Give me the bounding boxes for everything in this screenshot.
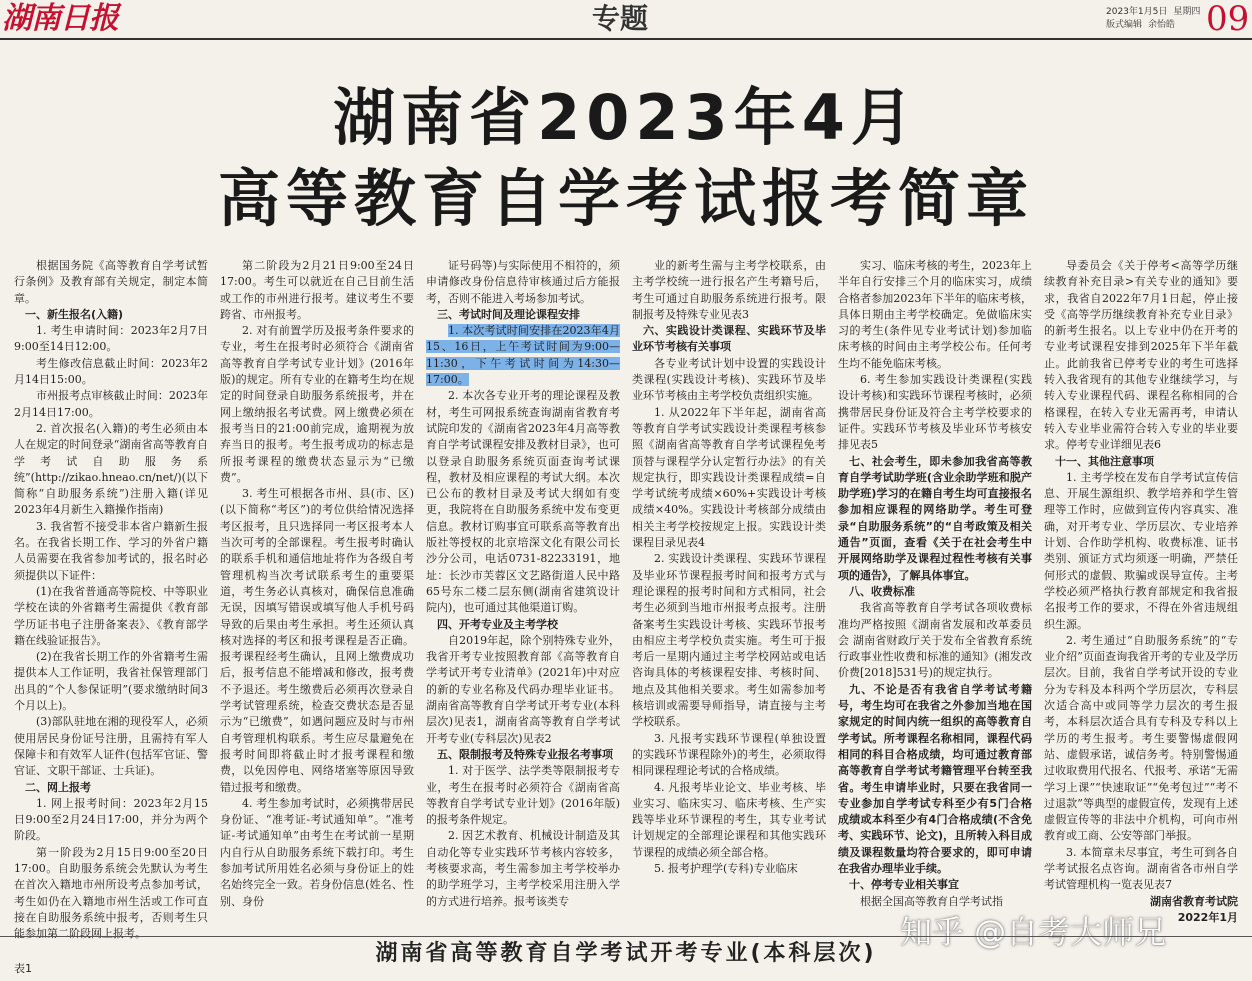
paragraph: 3. 凡报考实践环节课程(单独设置的实践环节课程除外)的考生，必须取得相同课程理论考试的合格成绩。 (632, 731, 826, 778)
paragraph: 市州报考点审核截止时间：2023年2月14日17:00。 (14, 389, 208, 419)
section-title: 专题 (592, 2, 649, 35)
text-column-3 (426, 258, 620, 932)
paragraph: (1)在我省普通高等院校、中等职业学校在读的外省籍考生需提供《教育部学历证书电子注册备案表》、《教育部学籍在线验证报告》。 (14, 584, 208, 647)
paragraph: 5. 报考护理学(专科)专业临床 (654, 861, 798, 875)
editor-name: 余怡皓 (1148, 20, 1176, 30)
issue-weekday: 星期四 (1173, 7, 1201, 17)
text-column-1 (14, 258, 208, 941)
paragraph: 第一阶段为2月15日9:00至20日17:00。自助服务系统会先默认为考生在首次入籍地市州所设考点参加考试，考生如仍在入籍地市州生活或工作可直接在自助服务系统中报考，否则考生只能参加第二阶段网上报考。 (14, 845, 208, 941)
highlighted-paragraph (426, 323, 620, 388)
paragraph: 2. 本次各专业开考的理论课程及教材，考生可网报系统查询湖南省教育考试院印发的《湖南省2023年4月高等教育自学考试课程安排及教材目录》，也可以登录自助服务系统页面查询考试课程，教材及相应课程的考试大纲。本次已公布的教材目录及考试大纲如有变更，我院将在自助服务系统中发布变更信息。教材订购事宜可联系高等教育出版社等授权的北京培深文化有限公司长沙分公司，电话0731-82233191，地址：长沙市芙蓉区文艺路街道人民中路65号东二楼二层东侧(湖南省建筑设计院内)，也可通过其他渠道订购。 (426, 389, 620, 615)
section-heading: 三、考试时间及理论课程安排 (437, 307, 580, 321)
paragraph: 各专业考试计划中设置的实践设计类课程(实践设计考核)、实践环节及毕业环节考核由主考学校负责组织实施。 (632, 356, 826, 403)
paragraph: 根据全国高等教育自学考试指 (860, 894, 1003, 908)
paragraph: 2. 实践设计类课程、实践环节课程及毕业环节课程报考时间和报考方式与理论课程的报考时间和方式相同，社会考生必须到当地市州报考点报考。注册备案考生实践设计考核、实践环节报考由相应主考学校负责实施。考生可于报考后一星期内通过主考学校网站或电话咨询具体的考核课程安排、考核时间、地点及其他相关要求。考生如需参加考核培训或需要导师指导，请直接与主考学校联系。 (632, 552, 826, 729)
signature-line: 2022年1月 (1177, 910, 1238, 924)
issue-date: 2023年1月5日 (1106, 7, 1168, 17)
paragraph: 4. 凡报考毕业论文、毕业考核、毕业实习、临床实习、临床考核、生产实践等毕业环节课程的考生，其专业考试计划规定的全部理论课程和其他实践环节课程的成绩必须全部合格。 (632, 780, 826, 859)
signature-line: 湖南省教育考试院 (1150, 894, 1238, 908)
paragraph: 我省高等教育自学考试各项收费标准均严格按照《湖南省发展和改革委员会 湖南省财政厅关于发布全省教育系统行政事业性收费和标准的通知》(湘发改价费[2018]531号)的规定执行。 (838, 601, 1032, 680)
paragraph: 2. 因艺术教育、机械设计制造及其自动化等专业实践环节考核内容较多，考核要求高，考生需参加主考学校举办的助学班学习，主考学校采用注册入学的方式进行培养。报考该类专 (426, 829, 620, 908)
text-column-6 (1044, 258, 1238, 932)
table-header-bar (0, 936, 1252, 981)
paragraph: 1. 主考学校在发布自学考试宣传信息、开展生源组织、教学培养和学生管理等工作时，应做到宣传内容真实、准确，对开考专业、学历层次、专业培养计划、合作助学机构、收费标准、证书类别、颁证方式均须逐一明确，严禁任何形式的虚假、欺骗或误导宣传。主考学校必须严格执行教育部规定和我省报名报考工作的要求，不得在外省违规组织生源。 (1044, 470, 1238, 631)
paragraph: 第二阶段为2月21日9:00至24日17:00。考生可以就近在自己目前生活或工作的市州进行报考。建议考生不要跨省、市州报考。 (220, 259, 414, 321)
paragraph: 导委员会《关于停考<高等学历继续教育补充目录>有关专业的通知》要求，我省自2022年7月1日起，停止接受《高等学历继续教育补充专业目录》的新考生报名。以上专业中仍在开考的专业考试课程安排到2025年下半年截止。此前我省已停考专业的考生可选择转入我省现有的其他专业继续学习，与转入专业课程代码、课程名称相同的合格课程，在转入专业无需再考，申请认转入专业毕业需符合转入专业的毕业要求。停考专业详细见表6 (1044, 259, 1238, 452)
watermark: 知乎 @自考大师兄 (900, 913, 1167, 951)
paragraph: 3. 本简章未尽事宜，考生可到各自学考试报名点咨询。湖南省各市州自学考试管理机构一览表见表7 (1044, 845, 1238, 892)
paragraph: 3. 考生可根据各市州、县(市、区)(以下简称“考区”)的考位供给情况选择考区报考，且只选择同一考区报考本人当次可考的全部课程。考生报考时确认的联系手机和通信地址将作为各级自考管理机构当次考试联系考生的重要渠道，考生务必认真核对，确保信息准确无误，因填写错误或填写他人手机号码导致的后果由考生承担。考生还须认真核对选择的考区和报考课程是否正确。报考课程经考生确认，且网上缴费成功后，报考信息不能增减和修改，报考费不予退还。考生缴费后必须再次登录自学考试管理系统，检查交费状态是否显示为“已缴费”，如遇问题应及时与市州自考管理机构联系。考生应尽量避免在报考时间即将截止时才报考课程和缴费，以免因停电、网络堵塞等原因导致错过报考和缴费。 (220, 487, 414, 794)
section-heading: 六、实践设计类课程、实践环节及毕业环节考核有关事项 (632, 324, 826, 354)
section-heading: 五、限制报考及特殊专业报名考事项 (437, 747, 613, 761)
paragraph: 6. 考生参加实践设计类课程(实践设计考核)和实践环节课程考核时，必须携带居民身份证及符合主考学校要求的证件。实践环节考核及毕业环节考核安排见表5 (838, 373, 1032, 452)
text-column-5 (838, 258, 1032, 932)
paragraph: 4. 考生参加考试时，必须携带居民身份证、“准考证-考试通知单”。“准考证-考试通知单”由考生在考试前一星期内自行从自助服务系统下载打印。考生参加考试所用姓名必须与身份证上的姓名始终完全一致。若身份信息(姓名、性别、身份 (220, 796, 414, 908)
text-column-2 (220, 258, 414, 932)
section-heading: 一、新生报名(入籍) (25, 307, 124, 321)
paragraph: 2. 对有前置学历及报考条件要求的专业，考生在报考时必须符合《湖南省高等教育自学考试专业计划》(2016年版)的规定。所有专业的在籍考生均在规定的时间登录自助服务系统报考，并在网上缴纳报名考试费。网上缴费必须在报考当日的21:00前完成，逾期视为放弃当日的报考。考生报考成功的标志是所报考课程的缴费状态显示为“已缴费”。 (220, 324, 414, 484)
headline-line2: 高等教育自学考试报考简章 (217, 162, 1034, 235)
section-heading: 九、不论是否有我省自学考试考籍号，考生均可在我省之外参加当地在国家规定的时间内统一组织的高等教育自学考试。所考课程名称相同，课程代码相同的科目合格成绩，均可通过教育部高等教育自学考试考籍管理平台转至我省。考生申请毕业时，只要在我省同一专业参加自学考试专科至少有5门合格成绩或本科至少有4门合格成绩(不含免考、实践环节、论文)，且所转入科目成绩及课程数量均符合要求的，即可申请在我省办理毕业手续。 (838, 682, 1032, 875)
table-label: 表1 (14, 962, 32, 975)
paragraph: (2)在我省长期工作的外省籍考生需提供本人工作证明，我省社保管理部门出具的“个人参保证明”(要求缴纳时间3个月以上)。 (14, 650, 208, 713)
paragraph: 1. 从2022年下半年起，湖南省高等教育自学考试实践设计类课程考核参照《湖南省高等教育自学考试课程免考顶替与课程学分认定暂行办法》的有关规定执行，即实践设计类课程成绩=自学考试统考成绩×60%+实践设计考核成绩×40%。实践设计考核部分成绩由相关主考学校按规定上报。实践设计类课程目录见表4 (632, 405, 826, 550)
newspaper-logo: 湖南日报 (2, 1, 118, 36)
paragraph: 2. 考生通过“自助服务系统”的“专业介绍”页面查询我省开考的专业及学历层次。目前，我省自学考试开设的专业分为专科及本科两个学历层次，专科层次适合高中或同等学力层次的考生报考，本科层次适合具有专科及专科以上学历的考生报考。考生要警惕虚假网站、虚假承诺，诚信务考。特别警惕通过收取费用代报名、代报考、承诺“无需学习上课”“快速取证”“免考包过”“考不过退款”等典型的虚假宣传，发现有上述虚假宣传等的非法中介机构，可向市州教育或工商、公安等部门举报。 (1044, 633, 1238, 843)
paragraph: 考生修改信息截止时间：2023年2月14日15:00。 (14, 356, 208, 387)
paragraph: 3. 我省暂不接受非本省户籍新生报名。在我省长期工作、学习的外省户籍人员需要在我省参加考试的，报名时必须提供以下证件： (14, 519, 208, 582)
section-heading: 十、停考专业相关事宜 (849, 878, 959, 892)
paragraph: 实习、临床考核的考生，2023年上半年自行安排三个月的临床实习，成绩合格者参加2023年下半年的临床考核，具体日期由主考学校确定。免做临床实习的考生(条件见专业考试计划)参加临床考核的时间由主考学校公布。任何考生均不能免临床考核。 (838, 259, 1032, 370)
paragraph: 自2019年起，除个别特殊专业外，我省开考专业按照教育部《高等教育自学考试开考专业清单》(2021年)中对应的新的专业名称及代码办理毕业证书。湖南省高等教育自学考试开考专业(本科层次)见表1，湖南省高等教育自学考试开考专业(专科层次)见表2 (426, 633, 620, 745)
text-column-4 (632, 258, 826, 932)
section-heading: 八、收费标准 (849, 584, 915, 598)
paragraph: 2. 首次报名(入籍)的考生必须由本人在规定的时间登录“湖南省高等教育自学考试自助服务系统”(http://zikao.hneao.cn/net/)(以下简称“自助服务系统”)注册入籍(详见2023年4月新生入籍操作指南) (14, 421, 208, 517)
paragraph: (3)部队驻地在湘的现役军人，必须使用居民身份证号注册，且需持有军人保障卡和有效军人证件(包括军官证、警官证、文职干部证、士兵证)。 (14, 715, 208, 778)
masthead (0, 0, 1252, 40)
section-heading: 二、网上报考 (25, 780, 91, 794)
table-title: 湖南省高等教育自学考试开考专业(本科层次) (375, 941, 877, 966)
paragraph: 根据国务院《高等教育自学考试暂行条例》及教育部有关规定，制定本简章。 (14, 259, 208, 305)
paragraph: 1. 考生申请时间：2023年2月7日9:00至14日12:00。 (14, 324, 208, 354)
paragraph: 1. 网上报考时间：2023年2月15日9:00至2月24日17:00，并分为两个阶段。 (14, 796, 208, 843)
page-number: 09 (1206, 0, 1250, 39)
page-meta (1106, 6, 1200, 32)
paragraph: 证号码等)与实际使用不相符的，须申请修改身份信息待审核通过后方能报考，否则不能进入考场参加考试。 (426, 259, 620, 305)
paragraph: 1. 对于医学、法学类等限制报考专业，考生在报考时必须符合《湖南省高等教育自学考试专业计划》(2016年版)的报考条件规定。 (426, 764, 620, 827)
text-highlight: 1. 本次考试时间安排在2023年4月15、16日，上午考试时间为9:00—11:30，下午考试时间为14:30—17:00。 (426, 324, 620, 387)
section-heading: 十一、其他注意事项 (1055, 454, 1154, 468)
section-heading: 四、开考专业及主考学校 (437, 617, 558, 631)
headline-line1: 湖南省2023年4月 (333, 81, 919, 154)
section-heading: 七、社会考生，即未参加我省高等教育自学考试助学班(含业余助学班和脱产助学班)学习的在籍自考生均可直接报名参加相应课程的网络助学。考生可登录“自助服务系统”的“自考政策及相关通告”页面，查看《关于在社会考生中开展网络助学及课程过程性考核有关事项的通告》，了解具体事宜。 (838, 454, 1032, 582)
article-body (14, 258, 1240, 941)
paragraph: 业的新考生需与主考学校联系，由主考学校统一进行报名产生考籍号后，考生可通过自助服务系统进行报考。限制报考及特殊专业见表3 (632, 259, 826, 321)
edition-label: 版式编辑 (1106, 20, 1143, 30)
